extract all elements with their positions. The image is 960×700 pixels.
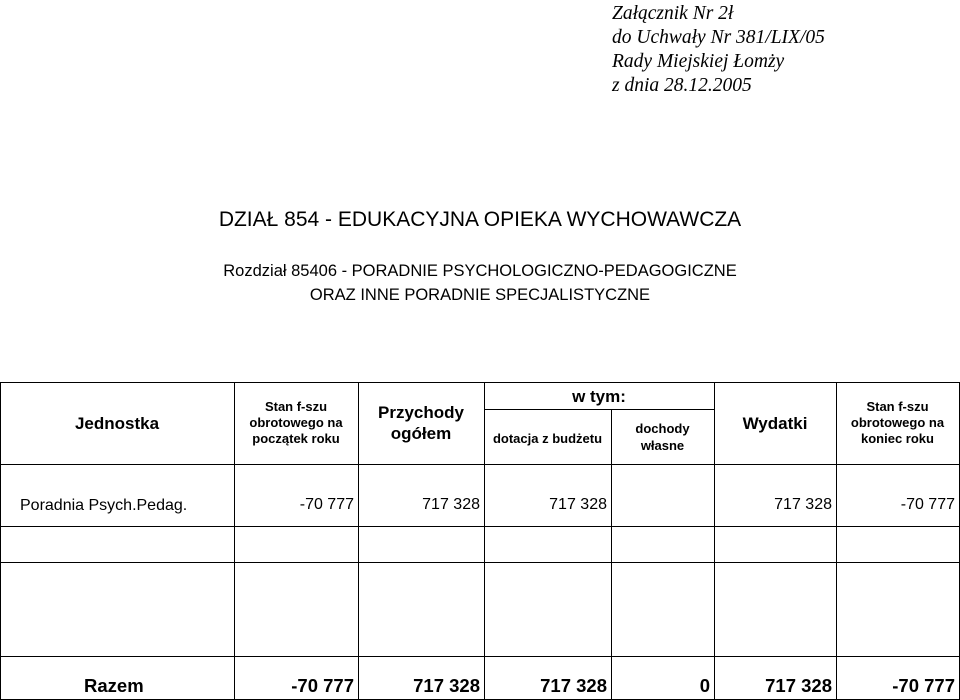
total-dochody: 0 — [699, 675, 710, 696]
header-wydatki: Wydatki — [742, 413, 808, 433]
header-stan-end-line-2: obrotowego na — [850, 415, 945, 430]
row-wydatki: 717 328 — [774, 496, 832, 513]
annex-line-1: Załącznik Nr 2ł — [612, 3, 734, 24]
total-stan-end: -70 777 — [892, 675, 955, 696]
total-wydatki: 717 328 — [765, 675, 832, 696]
chapter-subtitle-line-2: ORAZ INNE PORADNIE SPECJALISTYCZNE — [309, 286, 651, 304]
header-przychody — [358, 382, 484, 464]
header-dochody-line-1: dochody — [635, 421, 690, 436]
annex-line-3: Rady Miejskiej Łomży — [612, 51, 785, 72]
row-dotacja: 717 328 — [549, 496, 607, 513]
header-stan-end-line-3: koniec roku — [861, 431, 934, 446]
header-przychody-line-1: Przychody — [378, 403, 464, 422]
row-divider — [0, 562, 960, 563]
header-stan-end — [836, 382, 959, 464]
row-divider — [0, 526, 960, 527]
annex-line-2: do Uchwały Nr 381/LIX/05 — [612, 27, 825, 48]
header-stan-start-line-1: Stan f-szu — [264, 399, 328, 414]
row-divider — [0, 656, 960, 657]
page-title: DZIAŁ 854 - EDUKACYJNA OPIEKA WYCHOWAWCZA — [218, 208, 742, 231]
header-stan-end-line-1: Stan f-szu — [866, 399, 929, 414]
header-stan-start-line-3: początek roku — [252, 431, 340, 446]
row-przychody: 717 328 — [422, 496, 480, 513]
header-stan-start — [234, 382, 358, 464]
header-dochody-line-2: własne — [640, 438, 685, 453]
row-stan-end: -70 777 — [900, 496, 955, 513]
chapter-subtitle-line-1: Rozdział 85406 - PORADNIE PSYCHOLOGICZNO-PEDAGOGICZNE — [223, 262, 737, 280]
header-dotacja: dotacja z budżetu — [492, 430, 603, 446]
header-w-tym: w tym: — [572, 386, 626, 406]
header-przychody-line-2: ogółem — [390, 424, 452, 443]
header-stan-start-line-2: obrotowego na — [249, 415, 343, 430]
header-jednostka: Jednostka — [74, 413, 160, 433]
total-label: Razem — [84, 675, 144, 696]
total-stan-start: -70 777 — [291, 675, 354, 696]
total-przychody: 717 328 — [413, 675, 480, 696]
annex-line-4: z dnia 28.12.2005 — [612, 75, 752, 96]
header-dochody — [611, 410, 714, 464]
row-stan-start: -70 777 — [299, 496, 354, 513]
header-divider — [0, 464, 960, 465]
row-jednostka: Poradnia Psych.Pedag. — [20, 497, 188, 514]
total-dotacja: 717 328 — [540, 675, 607, 696]
